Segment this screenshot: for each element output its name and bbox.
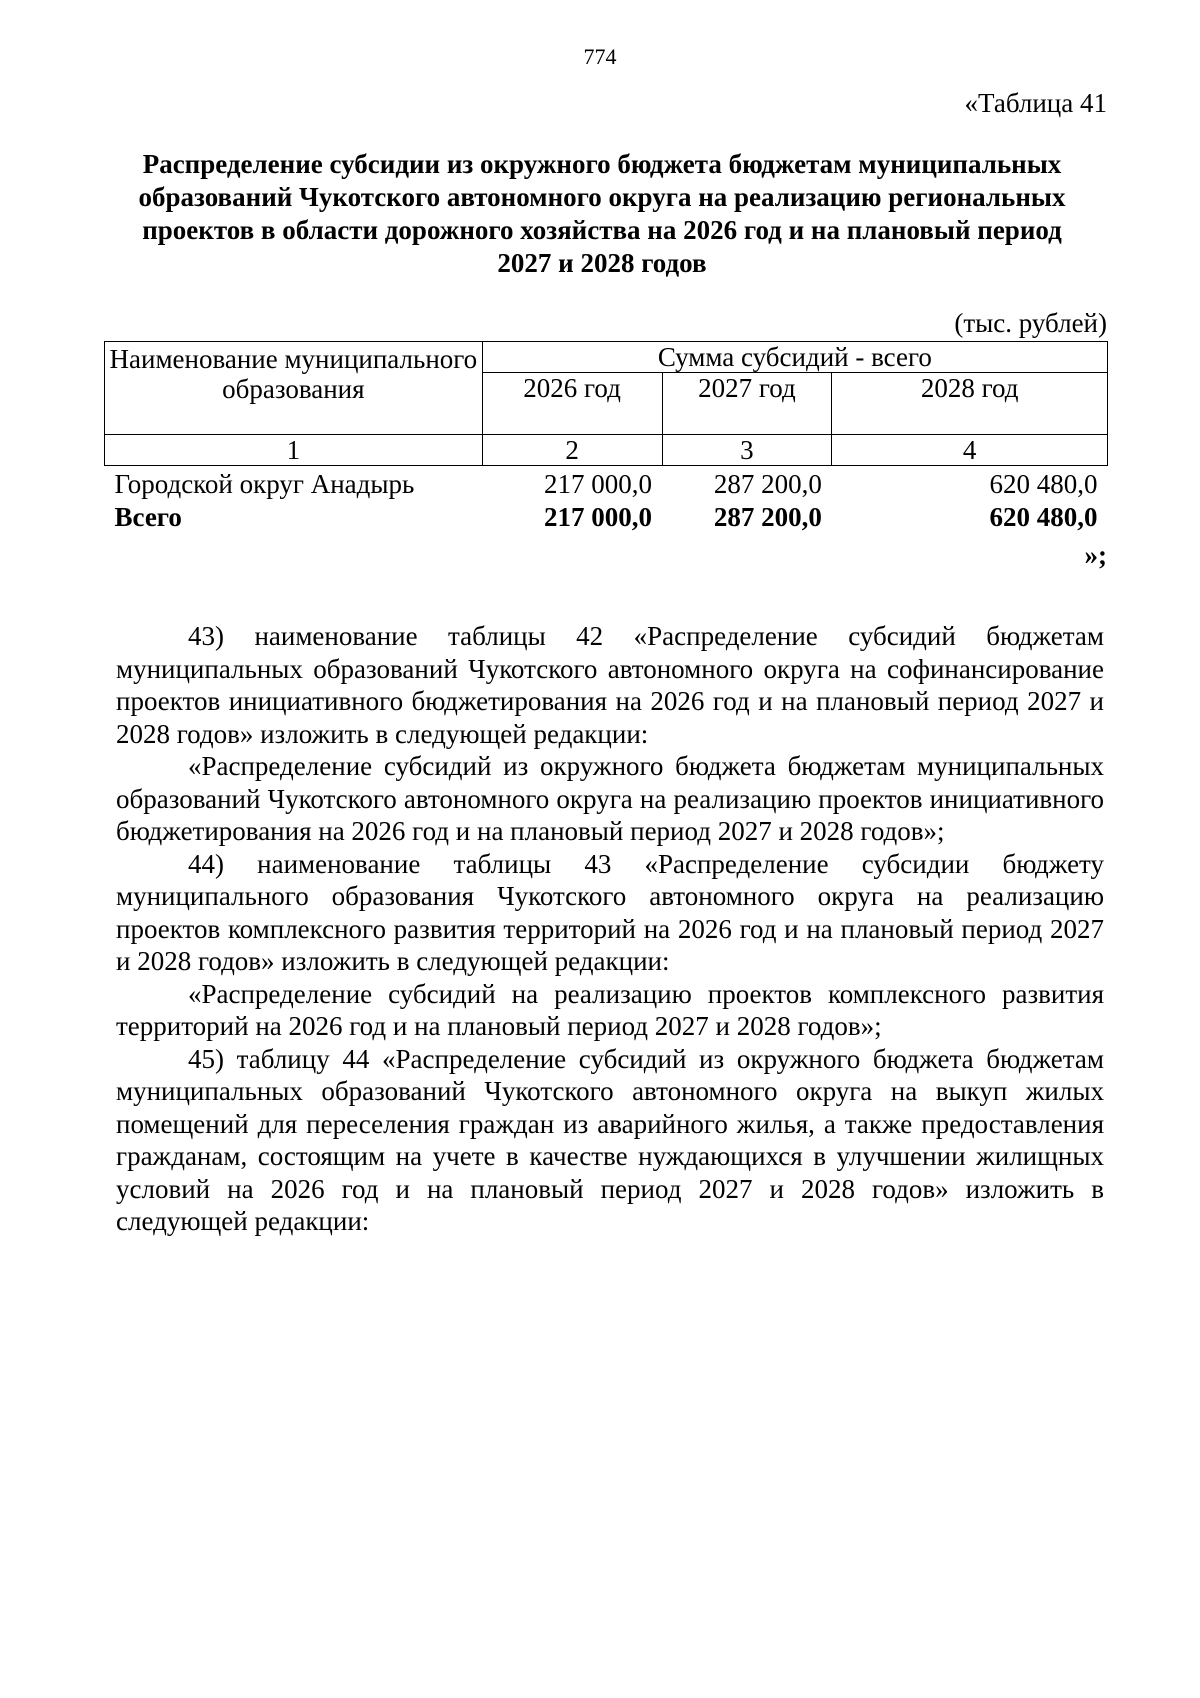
- header-year: 2027 год: [662, 373, 832, 435]
- column-number-row: [105, 435, 1108, 466]
- total-value: 620 480,0: [989, 502, 1098, 532]
- header-name: Наименование муниципального образования: [105, 342, 483, 435]
- paragraph-44-new-title: «Распределение субсидий на реализацию проектов комплексного развития территорий на 2026 год и на плановый период 2027 и 2028 годов»;: [116, 978, 1104, 1041]
- body-text: [116, 620, 1104, 1238]
- header-sum-group: Сумма субсидий - всего: [482, 342, 1107, 373]
- total-value: 217 000,0: [544, 502, 652, 532]
- paragraph-43: 43) наименование таблицы 42 «Распределение субсидий бюджетам муниципальных образований Чукотского автономного округа на софинансирование проектов инициативного бюджетирования на 2026 год и на плановый период 2027 и 2028 годов» изложить в следующей редакции:: [116, 621, 1104, 749]
- row-name: Городской округ Анадырь: [114, 469, 415, 499]
- column-number: 2: [482, 435, 662, 466]
- table-header-row: [105, 342, 1108, 373]
- paragraph-44: 44) наименование таблицы 43 «Распределение субсидии бюджету муниципального образования Чукотского автономного округа на реализацию проектов комплексного развития территорий на 2026 год и на плановый период 2027 и 2028 годов» изложить в следующей редакции:: [116, 848, 1104, 976]
- page-number: 774: [583, 44, 617, 69]
- header-year: 2028 год: [832, 373, 1108, 435]
- table-row: [105, 466, 1108, 500]
- paragraph-43-new-title: «Распределение субсидий из окружного бюджета бюджетам муниципальных образований Чукотского автономного округа на реализацию проектов инициативного бюджетирования на 2026 год и на плановый период 2027 и 2028 годов»;: [116, 751, 1104, 846]
- column-number: 3: [662, 435, 832, 466]
- row-value: 620 480,0: [989, 469, 1098, 499]
- column-number: 4: [832, 435, 1108, 466]
- paragraph-45: 45) таблицу 44 «Распределение субсидий из окружного бюджета бюджетам муниципальных образований Чукотского автономного округа на выкуп жилых помещений для переселения граждан из аварийного жилья, а также предоставления гражданам, состоящим на учете в качестве нуждающихся в улучшении жилищных условий на 2026 год и на плановый период 2027 и 2028 годов» изложить в следующей редакции:: [116, 1043, 1104, 1236]
- units-label: (тыс. рублей): [954, 308, 1107, 338]
- total-label: Всего: [114, 502, 182, 532]
- row-value: 217 000,0: [544, 469, 652, 499]
- total-value: 287 200,0: [713, 502, 822, 532]
- column-number: 1: [105, 435, 483, 466]
- table-title: Распределение субсидии из окружного бюджета бюджетам муниципальных образований Чукотского автономного округа на реализацию региональных проектов в области дорожного хозяйства на 2026 год и на плановый период 2027 и 2028 годов: [138, 149, 1066, 278]
- row-value: 287 200,0: [713, 469, 822, 499]
- total-row: [105, 499, 1108, 532]
- closing-quote: »;: [1084, 540, 1107, 570]
- table-tag: «Таблица 41: [964, 88, 1107, 118]
- header-year: 2026 год: [482, 373, 662, 435]
- subsidy-table: [104, 341, 1108, 532]
